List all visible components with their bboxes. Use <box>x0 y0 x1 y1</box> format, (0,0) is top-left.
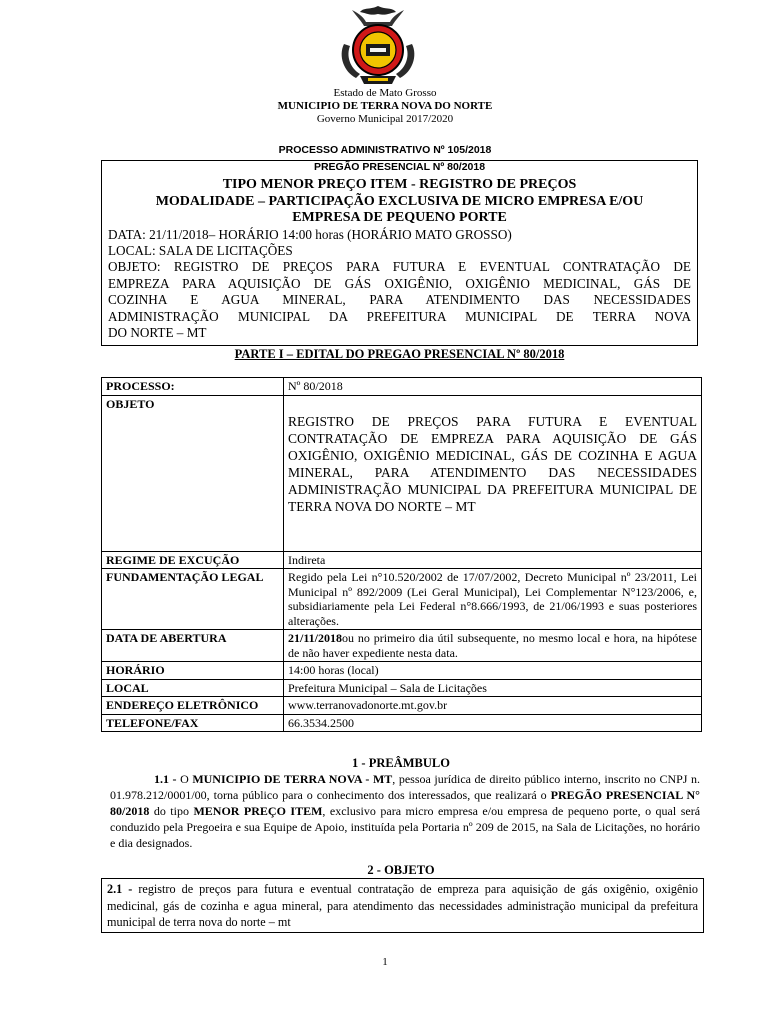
abertura-note: ou no primeiro dia útil subsequente, no mesmo local e hora, na hipótese de não haver expediente nesta data. <box>288 631 697 660</box>
preambulo-part: do tipo <box>149 804 194 818</box>
table-row <box>102 697 702 715</box>
municipality-name: MUNICIPIO DE TERRA NOVA DO NORTE <box>277 100 493 112</box>
table-row <box>102 378 702 396</box>
table-row <box>102 630 702 662</box>
objeto-section-text: registro de preços para futura e eventual contratação de empreza para aquisição de gás oxigênio, oxigênio medicinal, gás de cozinha e agua mineral, para atendimento das necessidades administração municipal da prefeitura municipal de terra nova do norte – mt <box>107 882 699 929</box>
objeto-section-box <box>101 878 704 933</box>
summary-objeto-line: ADMINISTRAÇÃO MUNICIPAL DA PREFEITURA MUNICIPAL DE TERRA NOVA <box>108 308 691 324</box>
summary-title-type: TIPO MENOR PREÇO ITEM - REGISTRO DE PREÇOS <box>222 177 577 192</box>
summary-objeto-line: COZINHA E AGUA MINERAL, PARA ATENDIMENTO DAS NECESSIDADES <box>108 292 691 308</box>
abertura-date: 21/11/2018 <box>288 631 343 645</box>
endereco-value[interactable]: www.terranovadonorte.mt.gov.br <box>284 697 702 715</box>
telefone-value: 66.3534.2500 <box>284 714 702 732</box>
table-row <box>102 679 702 697</box>
summary-objeto-line: DO NORTE – MT <box>108 324 207 340</box>
process-number: PROCESSO ADMINISTRATIVO Nº 105/2018 <box>278 144 492 156</box>
objeto-label: OBJETO <box>102 395 284 551</box>
summary-box <box>101 160 698 346</box>
objeto-section-num: 2.1 - <box>107 882 133 896</box>
state-name: Estado de Mato Grosso <box>333 87 437 99</box>
table-row <box>102 395 702 551</box>
objeto-value: REGISTRO DE PREÇOS PARA FUTURA E EVENTUAL CONTRATAÇÃO DE EMPREZA PARA AQUISIÇÃO DE GÁS OXIGÊNIO, OXIGÊNIO MEDICINAL, GÁS DE COZINHA E AGUA MINERAL, PARA ATENDIMENTO DAS NECESSIDADES ADMINISTRAÇÃO MUNICIPAL DA PREFEITURA MUNICIPAL DE TERRA NOVA DO NORTE – MT <box>284 395 702 551</box>
summary-objeto-line: EMPREZA PARA AQUISIÇÃO DE GÁS OXIGÊNIO, OXIGÊNIO MEDICINAL, GÁS DE <box>108 275 691 291</box>
fundamentacao-value: Regido pela Lei n°10.520/2002 de 17/07/2002, Decreto Municipal nº 23/2011, Lei Municipal nº 892/2009 (Lei Geral Municipal), Lei Complementar N°123/2006, e, subsidiariamente pela Lei Federal n°8.666/1993, de 21/06/1993 e suas posteriores alterações. <box>284 569 702 630</box>
edital-info-table <box>101 377 702 732</box>
part-title: PARTE I – EDITAL DO PREGAO PRESENCIAL Nº 80/2018 <box>234 347 565 361</box>
endereco-label: ENDEREÇO ELETRÔNICO <box>102 697 284 715</box>
telefone-label: TELEFONE/FAX <box>102 714 284 732</box>
preambulo-title: 1 - PREÂMBULO <box>352 756 450 770</box>
preambulo-pregao: PREGÃO PRESENCIAL N° 80/2018 <box>110 788 700 818</box>
local-value: Prefeitura Municipal – Sala de Licitações <box>284 679 702 697</box>
government-term: Governo Municipal 2017/2020 <box>316 113 454 125</box>
preambulo-text <box>110 771 700 851</box>
summary-date: DATA: 21/11/2018– HORÁRIO 14:00 horas (HORÁRIO MATO GROSSO) <box>108 226 512 242</box>
preambulo-part: , pessoa jurídica de direito público interno, inscrito no CNPJ n. 01.978.212/0001/00, torna público para o conhecimento dos interessados, que realizará o <box>110 772 701 802</box>
summary-title-company: EMPRESA DE PEQUENO PORTE <box>292 210 507 225</box>
objeto-section-title: 2 - OBJETO <box>367 863 435 877</box>
summary-title-modality: MODALIDADE – PARTICIPAÇÃO EXCLUSIVA DE MICRO EMPRESA E/OU <box>155 193 644 209</box>
pregao-number: PREGÃO PRESENCIAL Nº 80/2018 <box>313 161 486 173</box>
abertura-label: DATA DE ABERTURA <box>102 630 284 662</box>
preambulo-part: O <box>176 772 193 786</box>
table-row <box>102 569 702 630</box>
fundamentacao-label: FUNDAMENTAÇÃO LEGAL <box>102 569 284 630</box>
municipal-crest-icon <box>330 4 426 88</box>
abertura-value <box>284 630 702 662</box>
table-row <box>102 714 702 732</box>
local-label: LOCAL <box>102 679 284 697</box>
preambulo-num: 1.1 - <box>154 772 177 786</box>
regime-label: REGIME DE EXCUÇÃO <box>102 551 284 569</box>
table-row <box>102 662 702 680</box>
preambulo-part: , exclusivo para micro empresa e/ou empresa de pequeno porte, o qual será conduzido pela Pregoeira e sua Equipe de Apoio, instituída pela Portaria nº 209 de 2015, na Sala de Licitações, no horário e dia designados. <box>110 804 701 850</box>
horario-label: HORÁRIO <box>102 662 284 680</box>
table-row <box>102 551 702 569</box>
summary-local: LOCAL: SALA DE LICITAÇÕES <box>108 242 293 258</box>
preambulo-type: MENOR PREÇO ITEM <box>193 804 323 818</box>
page-number: 1 <box>382 956 388 968</box>
horario-value: 14:00 horas (local) <box>284 662 702 680</box>
summary-objeto-line: OBJETO: REGISTRO DE PREÇOS PARA FUTURA E EVENTUAL CONTRATAÇÃO DE <box>108 259 691 275</box>
preambulo-municipality: MUNICIPIO DE TERRA NOVA - MT <box>192 772 393 786</box>
regime-value: Indireta <box>284 551 702 569</box>
processo-value: Nº 80/2018 <box>284 378 702 396</box>
processo-label: PROCESSO: <box>102 378 284 396</box>
